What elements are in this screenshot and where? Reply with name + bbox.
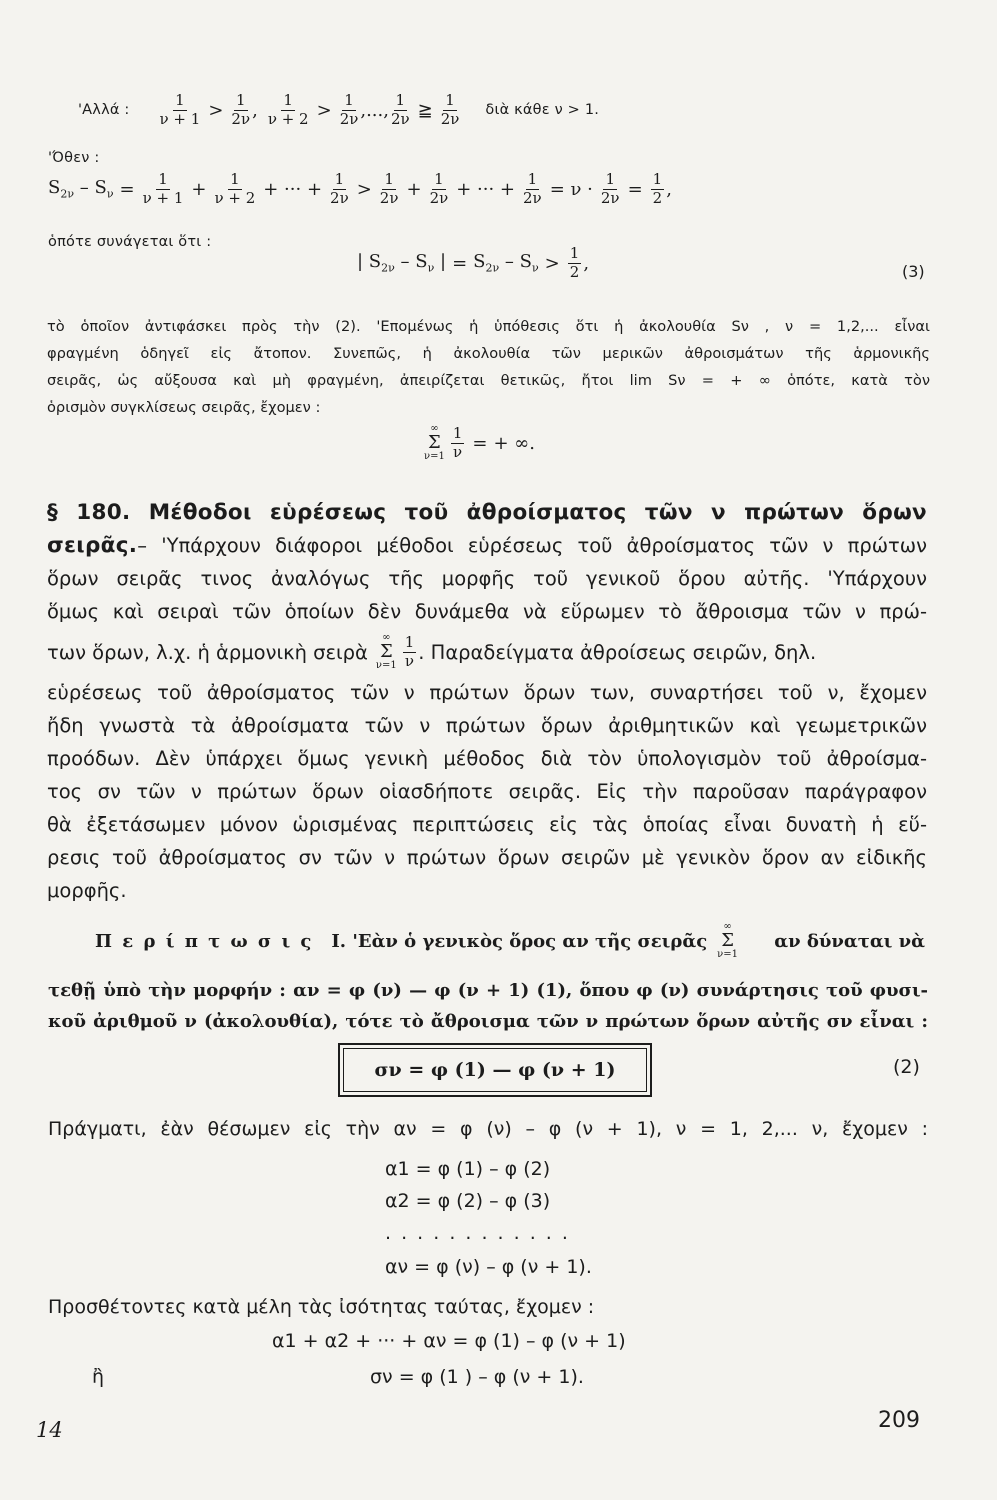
case-line-1 — [95, 922, 925, 960]
text-line: φραγμένη ὁδηγεῖ εἰς ἄτοπον. Συνεπῶς, ἡ ἀκολουθία τῶν μερικῶν ἀθροισμάτων τῆς ἁρμονικῆς — [47, 345, 930, 362]
case-text-end: αν δύναται νὰ — [774, 930, 925, 952]
sum-equation: α1 + α2 + ··· + αν = φ (1) – φ (ν + 1) — [272, 1330, 626, 1352]
partial-sum-inequality: $S_{2\nu} - S_\nu$ = $\frac{1}{\nu + 1}$ + $\frac{1}{\nu + 2}$ + ··· + $\frac{1}{2\nu}$ > $\frac{1}{2\nu}$ + $\frac{1}{2\nu}$ + ··· + $\frac{1}{2\nu}$ = ν · $\frac{1}{2\nu}$ = $\frac{1}{2}$ , — [48, 170, 672, 207]
final-equation: σν = φ (1 ) – φ (ν + 1). — [370, 1366, 584, 1388]
case-text: I. 'Εὰν ὁ γενικὸς ὅρος αν τῆς σειρᾶς — [331, 930, 708, 952]
alla-line — [78, 93, 599, 128]
case-title: Π ε ρ ί π τ ω σ ι ς — [95, 930, 314, 952]
text-line: ὅμως καὶ σειραὶ τῶν ὁποίων δὲν δυνάμεθα νὰ εὕρωμεν τὸ ἄθροισμα τῶν ν πρώ- — [47, 600, 927, 623]
othen-label: 'Όθεν : — [48, 150, 100, 166]
equation-dots: . . . . . . . . . . . . — [385, 1222, 570, 1244]
text-line: ἤδη γνωστὰ τὰ ἀθροίσματα τῶν ν πρώτων ὅρων ἀριθμητικῶν καὶ γεωμετρικῶν — [47, 714, 927, 737]
text-line: θὰ ἐξετάσωμεν μόνον ὡρισμένας περιπτώσεις εἰς τὰς ὁποίας εἶναι δυνατὴ ἡ εὕ- — [47, 813, 927, 836]
text-line: – 'Υπάρχουν διάφοροι μέθοδοι εὑρέσεως τοῦ ἀθροίσματος τῶν ν πρώτων — [137, 534, 927, 557]
series-sigma: ∞ Σ ν=1 — [717, 921, 738, 960]
harmonic-series-inline: ∞ Σ ν=1 $\frac{1}{\nu}$ — [375, 632, 415, 671]
equation-an: αν = φ (ν) – φ (ν + 1). — [385, 1256, 592, 1278]
alla-inequalities: $\frac{1}{\nu + 1}$ > $\frac{1}{2\nu}$ , $\frac{1}{\nu + 2}$ > $\frac{1}{2\nu}$ ,..., $\frac{1}{2\nu}$ ≧ $\frac{1}{2\nu}$ — [159, 91, 460, 128]
section-heading: § 180. Μέθοδοι εὑρέσεως τοῦ ἀθροίσματος τῶν ν πρώτων ὅρων — [47, 500, 927, 525]
text-line: τὸ ὁποῖον ἀντιφάσκει πρὸς τὴν (2). 'Επομένως ἡ ὑπόθεσις ὅτι ἡ ἀκολουθία Sν , ν = 1,2,... εἶναι — [47, 318, 930, 335]
text-line: προόδων. Δὲν ὑπάρχει ὅμως γενικὴ μέθοδος διὰ τὸν ὑπολογισμὸν τοῦ ἀθροίσμα- — [47, 747, 927, 770]
equation-a2: α2 = φ (2) – φ (3) — [385, 1190, 551, 1212]
text-line: εὑρέσεως τοῦ ἀθροίσματος τῶν ν πρώτων ὅρων των, συναρτήσει τοῦ ν, ἔχομεν — [47, 681, 927, 704]
harmonic-divergence-formula: ∞ Σ ν=1 $\frac{1}{\nu}$ = + ∞. — [424, 423, 535, 462]
text-line: σειρᾶς, ὡς αὔξουσα καὶ μὴ φραγμένη, ἀπειρίζεται θετικῶς, ἤτοι lim Sν = + ∞ ὁπότε, κατὰ τὸν — [47, 372, 930, 389]
text-line: μορφῆς. — [47, 879, 127, 902]
section-heading-cont: σειρᾶς. — [47, 533, 138, 558]
equation-number-3: (3) — [902, 262, 925, 281]
add-label: Προσθέτοντες κατὰ μέλη τὰς ἰσότητας ταύτας, ἔχομεν : — [48, 1296, 595, 1318]
alla-label: 'Αλλά : — [78, 102, 130, 119]
alla-condition: διὰ κάθε ν > 1. — [485, 102, 600, 119]
text-line: τος σν τῶν ν πρώτων ὅρων οἱασδήποτε σειρᾶς. Εἰς τὴν παροῦσαν παράγραφον — [47, 780, 927, 803]
equation-number-2: (2) — [893, 1056, 920, 1078]
case-line-3: κοῦ ἀριθμοῦ ν (ἀκολουθία), τότε τὸ ἄθροισμα τῶν ν πρώτων ὅρων αὐτῆς σν εἶναι : — [48, 1011, 928, 1032]
boxed-formula — [338, 1043, 652, 1097]
opote-label: ὁπότε συνάγεται ὅτι : — [48, 234, 212, 250]
abs-inequality: | $S_{2\nu} - S_\nu$ | = $S_{2\nu} - S_\nu$ > $\frac{1}{2}$ , — [357, 244, 590, 281]
proof-intro: Πράγματι, ἐὰν θέσωμεν εἰς τὴν αν = φ (ν) – φ (ν + 1), ν = 1, 2,... ν, ἔχομεν : — [48, 1118, 928, 1140]
case-line-2: τεθῇ ὑπὸ τὴν μορφήν : αν = φ (ν) — φ (ν + 1) (1), ὅπου φ (ν) συνάρτησις τοῦ φυσι- — [48, 980, 928, 1001]
text-line: των ὅρων, λ.χ. ἡ ἁρμονικὴ σειρὰ — [47, 640, 368, 664]
section-180 — [47, 496, 927, 907]
text-line: ὅρων σειρᾶς τινος ἀναλόγως τῆς μορφῆς τοῦ γενικοῦ ὅρου αὐτῆς. 'Υπάρχουν — [47, 567, 927, 590]
equation-a1: α1 = φ (1) – φ (2) — [385, 1158, 551, 1180]
page-number: 209 — [878, 1408, 920, 1433]
or-label: ἢ — [92, 1366, 105, 1388]
paragraph-contradiction — [47, 313, 930, 421]
text-line: . Παραδείγματα ἀθροίσεως σειρῶν, δηλ. — [418, 640, 817, 664]
boxed-formula-text: σν = φ (1) — φ (ν + 1) — [374, 1059, 616, 1081]
footer-signature-number: 14 — [36, 1418, 63, 1442]
text-line: ρεσις τοῦ ἀθροίσματος σν τῶν ν πρώτων ὅρων σειρῶν μὲ γενικὸν ὅρον αν εἰδικῆς — [47, 846, 927, 869]
text-line: ὁρισμὸν συγκλίσεως σειρᾶς, ἔχομεν : — [47, 399, 321, 416]
